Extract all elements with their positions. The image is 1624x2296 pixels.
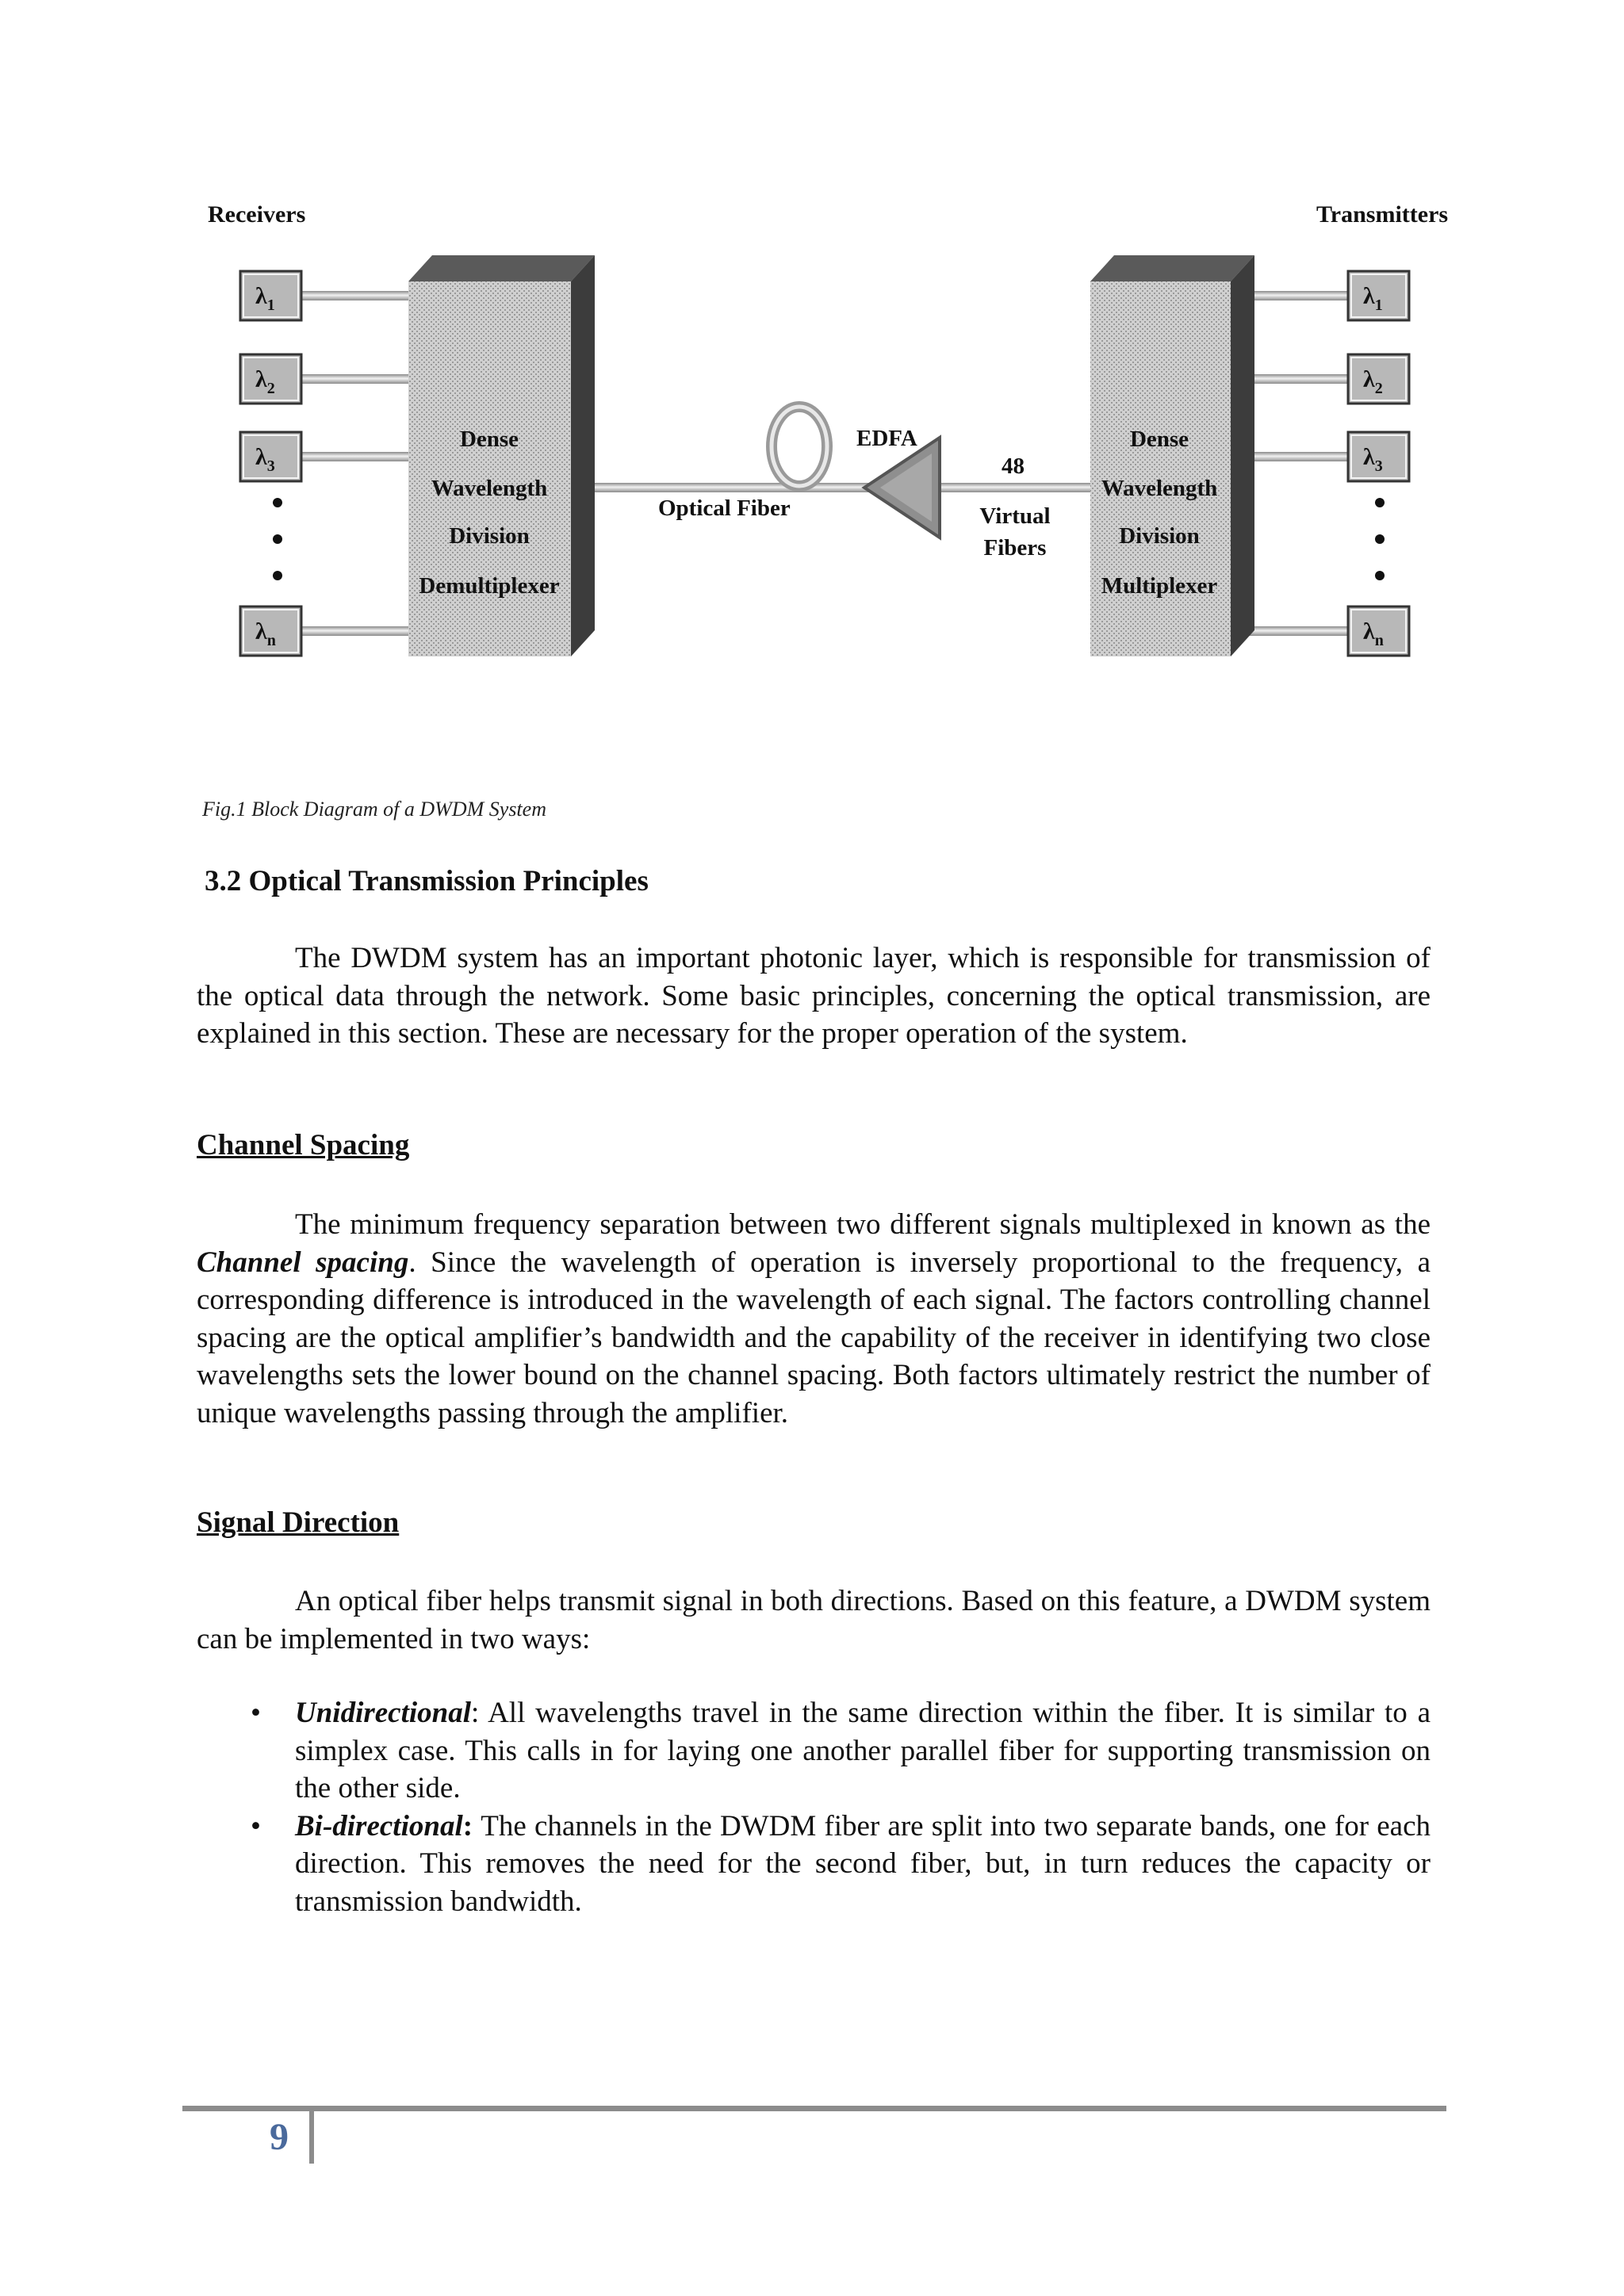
- virtual-count: 48: [1002, 453, 1025, 479]
- transmitter-lambda-3: [1348, 432, 1409, 481]
- receivers-label: Receivers: [208, 201, 306, 228]
- dwdm-block-diagram: [0, 0, 1624, 777]
- list-item-term: Bi-directional: [295, 1809, 463, 1843]
- list-item-separator: :: [471, 1697, 488, 1729]
- lambda-symbol: λ: [255, 366, 267, 392]
- lambda-subscript: 2: [266, 380, 275, 397]
- signal-direction-heading: Signal Direction: [197, 1506, 400, 1539]
- lambda-subscript: 1: [266, 297, 275, 314]
- transmitter-lambda-1: [1348, 271, 1409, 320]
- optical-fiber-line: [575, 483, 1094, 492]
- lambda-symbol: λ: [255, 283, 267, 309]
- channel-spacing-text-end: . Since the wavelength of operation is inversely proportional to the frequency, a corresponding difference is introduced in the wavelength of each signal. The factors controlling channel spacing are the optical amplifier’s bandwidth and the capability of the receiver in identifying two close wavelengths sets the lower bound on the channel spacing. Both factors ultimately restrict the number of unique wavelengths passing through the amplifier.: [197, 1246, 1431, 1429]
- list-item-text: The channels in the DWDM fiber are split into two separate bands, one for each direction. This removes the need for the second fiber, but, in turn reduces the capacity or transmission bandwidth.: [295, 1809, 1431, 1918]
- channel-spacing-heading: Channel Spacing: [197, 1129, 410, 1161]
- intro-paragraph: The DWDM system has an important photonic layer, which is responsible for transmission of the optical data through the network. Some basic principles, concerning the optical transmission, are explained in this section. These are necessary for the proper operation of the system.: [197, 942, 1431, 1050]
- receiver-ellipsis-dots: [273, 498, 282, 580]
- optical-fiber-label: Optical Fiber: [658, 496, 791, 521]
- receiver-connectors: [301, 291, 408, 636]
- page-number: 9: [270, 2116, 289, 2158]
- virtual-fibers-line-2: Fibers: [983, 535, 1047, 561]
- virtual-fibers-line-1: Virtual: [979, 503, 1051, 529]
- demux-line-3: Division: [449, 523, 530, 549]
- lambda-symbol: λ: [255, 444, 267, 470]
- fiber-coil-icon: [772, 407, 827, 486]
- demux-line-2: Wavelength: [431, 476, 548, 501]
- list-item-unidirectional: [197, 1694, 1431, 1808]
- demux-line-4: Demultiplexer: [419, 573, 560, 599]
- list-item-text: All wavelengths travel in the same direction within the fiber. It is similar to a simplex case. This calls in for laying one another parallel fiber for supporting transmission on the other side.: [295, 1697, 1431, 1805]
- bullet-icon: •: [251, 1809, 261, 1843]
- transmitter-lambda-n: [1348, 607, 1409, 656]
- mux-line-2: Wavelength: [1101, 476, 1218, 501]
- transmitter-ellipsis-dots: [1375, 498, 1385, 580]
- mux-line-4: Multiplexer: [1101, 573, 1218, 599]
- receiver-lambda-n: [240, 607, 301, 656]
- receiver-lambda-1: [240, 271, 301, 320]
- channel-spacing-term: Channel spacing: [197, 1246, 409, 1279]
- signal-direction-paragraph: An optical fiber helps transmit signal in both directions. Based on this feature, a DWDM system can be implemented in two ways:: [197, 1585, 1431, 1655]
- list-item-term: Unidirectional: [295, 1697, 472, 1729]
- lambda-subscript: n: [266, 632, 276, 649]
- lambda-subscript: n: [1374, 632, 1384, 649]
- mux-line-3: Division: [1119, 523, 1200, 549]
- receiver-lambda-3: [240, 432, 301, 481]
- transmitter-lambda-2: [1348, 354, 1409, 404]
- lambda-symbol: λ: [1363, 444, 1375, 470]
- list-item-separator: :: [462, 1809, 481, 1843]
- receiver-lambda-2: [240, 354, 301, 404]
- footer-rule: [182, 2106, 1446, 2111]
- transmitter-channels: [1348, 271, 1409, 656]
- edfa-label: EDFA: [856, 426, 917, 451]
- footer-divider: [309, 2111, 314, 2164]
- lambda-subscript: 1: [1374, 297, 1383, 314]
- lambda-symbol: λ: [1363, 618, 1375, 645]
- direction-list: [197, 1694, 1431, 1921]
- lambda-symbol: λ: [255, 618, 267, 645]
- receiver-channels: [240, 271, 301, 656]
- lambda-symbol: λ: [1363, 366, 1375, 392]
- bullet-icon: •: [251, 1697, 261, 1729]
- section-heading: 3.2 Optical Transmission Principles: [205, 865, 649, 897]
- transmitters-label: Transmitters: [1316, 201, 1449, 228]
- demux-line-1: Dense: [459, 427, 519, 452]
- lambda-subscript: 3: [1374, 457, 1383, 475]
- lambda-subscript: 2: [1374, 380, 1383, 397]
- channel-spacing-text-start: The minimum frequency separation between two different signals multiplexed in known as the: [295, 1208, 1431, 1241]
- edfa-amplifier-icon: [864, 438, 940, 538]
- lambda-symbol: λ: [1363, 283, 1375, 309]
- list-item-bidirectional: [197, 1808, 1431, 1921]
- mux-line-1: Dense: [1129, 427, 1189, 452]
- figure-caption: Fig.1 Block Diagram of a DWDM System: [202, 798, 546, 821]
- channel-spacing-paragraph: [197, 1206, 1431, 1433]
- lambda-subscript: 3: [266, 457, 275, 475]
